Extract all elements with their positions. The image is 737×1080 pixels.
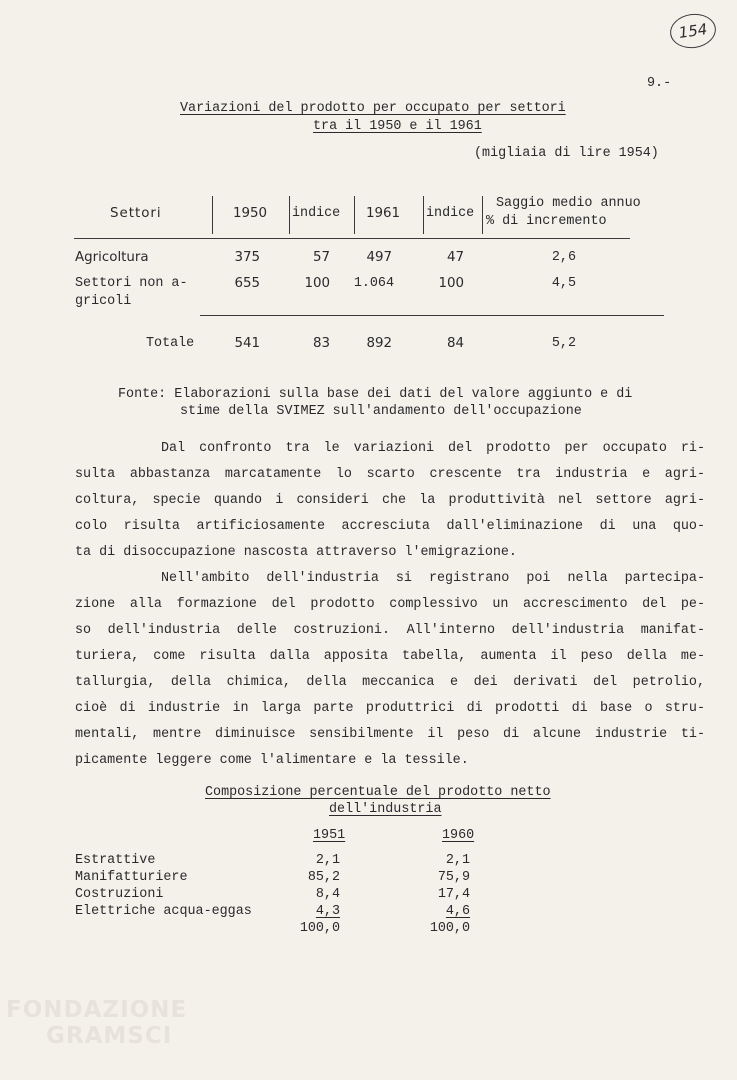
watermark-line: GRAMSCI [46,1023,173,1049]
page-number: 9.- [647,76,672,91]
table2-col-1960: 1960 [442,828,475,843]
column-divider [482,196,483,234]
cell-indice-1: 83 [312,336,330,351]
page-stamp: 154 [668,11,718,51]
archive-watermark [6,997,187,1049]
table1-title-line2: tra il 1950 e il 1961 [313,119,482,134]
cell-indice-2: 47 [446,250,464,265]
table2-title-line1: Composizione percentuale del prodotto netto [205,785,551,800]
text-line: sulta abbastanza marcatamente lo scarto crescente tra industria e agri- [75,467,705,482]
row-label-agricoltura: Agricoltura [75,250,149,265]
header-settori: Settori [110,206,162,221]
table2-cell-1951: 4,3 [315,904,340,919]
table2-row-label: Costruzioni [75,887,164,902]
column-divider [354,196,355,234]
cell-saggio: 4,5 [551,276,576,291]
text-line: coltura, specie quando i consideri che la produttività nel settore agri- [75,493,705,508]
header-1961: 1961 [366,206,401,221]
table2-cell-1960: 75,9 [437,870,470,885]
table2-row-label: Manifatturiere [75,870,188,885]
header-indice-1: indice [292,206,341,221]
table2-cell-1960: 17,4 [437,887,470,902]
text-line: zione alla formazione del prodotto complessivo un accrescimento del pe- [75,597,705,612]
column-divider [423,196,424,234]
text-line: ta di disoccupazione nascosta attraverso l'emigrazione. [75,545,517,560]
table2-total-1951: 100,0 [299,921,340,936]
column-divider [212,196,213,234]
header-rule [74,238,630,239]
cell-indice-1: 100 [304,276,330,291]
table2-cell-1951: 2,1 [315,853,340,868]
text-line: Dal confronto tra le variazioni del prodotto per occupato ri- [161,441,705,456]
total-rule [200,315,664,316]
table2-col-1951: 1951 [313,828,346,843]
cell-1961: 497 [366,250,392,265]
table2-row-label: Estrattive [75,853,156,868]
cell-indice-2: 100 [438,276,464,291]
text-line: colo risulta artificiosamente accresciuta dall'eliminazione di una quo- [75,519,705,534]
text-line: cioè di industrie in larga parte produttrici di prodotti di base o stru- [75,701,705,716]
text-line: turiera, come risulta dalla apposita tabella, aumenta il peso della me- [75,649,705,664]
cell-1961: 1.064 [353,276,394,291]
text-line: mentali, mentre diminuisce sensibilmente il peso di alcune industrie ti- [75,727,705,742]
table2-row-label: Elettriche acqua-eggas [75,904,252,919]
table2-cell-1960: 2,1 [445,853,470,868]
paragraph-2 [75,566,705,774]
text-line: tallurgia, della chimica, della meccanica e dei derivati del petrolio, [75,675,705,690]
row-label-settori-non-agricoli: Settori non a- [75,276,188,291]
source-line1: Fonte: Elaborazioni sulla base dei dati del valore aggiunto e di [118,387,633,402]
text-line: picamente leggere come l'alimentare e la tessile. [75,753,469,768]
row-label-continuation: gricoli [75,294,132,309]
source-line2: stime della SVIMEZ sull'andamento dell'occupazione [180,404,582,419]
table2-title-line2: dell'industria [329,802,442,817]
table1-unit: (migliaia di lire 1954) [474,146,659,161]
cell-1961: 892 [366,336,392,351]
table2-cell-1951: 8,4 [315,887,340,902]
text-line: so dell'industria delle costruzioni. All'interno dell'industria manifat- [75,623,705,638]
paragraph-1 [75,436,705,566]
cell-indice-2: 84 [446,336,464,351]
cell-1950: 541 [234,336,260,351]
table2-total-1960: 100,0 [429,921,470,936]
cell-1950: 375 [234,250,260,265]
cell-saggio: 2,6 [551,250,576,265]
header-saggio-line2: % di incremento [486,214,607,229]
header-indice-2: indice [426,206,475,221]
table2-cell-1951: 85,2 [307,870,340,885]
table1-title-line1: Variazioni del prodotto per occupato per settori [180,101,566,116]
row-label-totale: Totale [146,336,195,351]
table2-cell-1960: 4,6 [445,904,470,919]
text-line: Nell'ambito dell'industria si registrano poi nella partecipa- [161,571,705,586]
cell-saggio: 5,2 [551,336,576,351]
watermark-line: FONDAZIONE [6,997,188,1023]
header-saggio-line1: Saggio medio annuo [496,196,641,211]
header-1950: 1950 [233,206,268,221]
column-divider [289,196,290,234]
cell-indice-1: 57 [312,250,330,265]
cell-1950: 655 [234,276,260,291]
